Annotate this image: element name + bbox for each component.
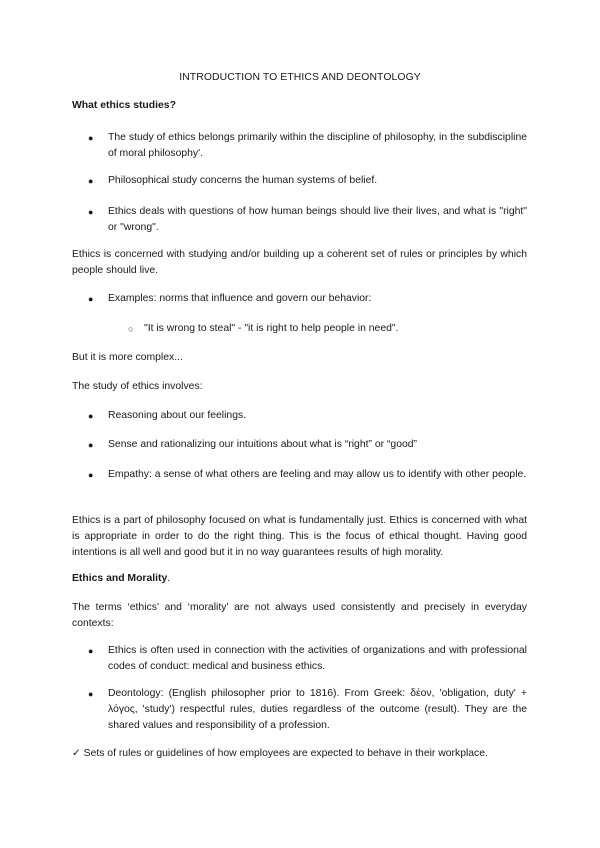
bullet-icon: ● [88,133,94,143]
bullet-icon: ● [88,176,94,186]
paragraph-ethics-part-of-philosophy: Ethics is a part of philosophy focused on what is fundamentally just. Ethics is concerned with what is appropriate in order to do the right thing. This is the focus of ethical thought. Having good intentions is all well and good but it in no way guarantees results of high morality. [72,515,527,558]
checkmark-icon: ✓ [72,748,81,759]
bullet-icon: ● [88,207,94,217]
bullet-icon: ● [88,411,94,421]
list-item-text: Sense and rationalizing our intuitions about what is “right” or “good” [108,439,418,450]
list-item-text: Reasoning about our feelings. [108,410,247,421]
sub-bullet-icon: ○ [128,324,134,334]
section-heading-ethics-and-morality [72,571,527,587]
section-heading-what-ethics-studies: What ethics studies? [72,100,176,111]
bullet-icon: ● [88,689,94,699]
bullet-icon: ● [88,440,94,450]
list-item-text: Ethics deals with questions of how human beings should live their lives, and what is "right" or "wrong". [108,206,527,233]
heading-suffix: . [167,573,171,584]
bullet-icon: ● [88,470,94,480]
sub-list-item-text: "It is wrong to steal" - "it is right to help people in need". [144,323,399,334]
paragraph-terms-ethics-morality: The terms ‘ethics’ and ‘morality’ are not always used consistently and precisely in everyday contexts: [72,602,527,629]
checkmark-item [72,746,532,762]
list-item-text: Empathy: a sense of what others are feeling and may allow us to identify with other people. [108,469,527,480]
heading-text: Ethics and Morality [72,573,168,584]
list-item-text: Philosophical study concerns the human systems of belief. [108,175,378,186]
paragraph-more-complex: But it is more complex... [72,352,183,363]
list-item-text: Deontology: (English philosopher prior to 1816). From Greek: δέον, 'obligation, duty' + λόγος, 'study') respectful rules, duties regardless of the outcome (result). They are the shared values and responsibility of a profession. [108,688,527,731]
paragraph-ethics-concerned: Ethics is concerned with studying and/or building up a coherent set of rules or principles by which people should live. [72,249,527,276]
paragraph-study-involves: The study of ethics involves: [72,381,203,392]
document-title: INTRODUCTION TO ETHICS AND DEONTOLOGY [179,72,421,83]
list-item-text: Examples: norms that influence and govern our behavior: [108,293,372,304]
list-item-text: The study of ethics belongs primarily within the discipline of philosophy, in the subdiscipline of moral philosophy'. [108,132,527,159]
list-item-text: Ethics is often used in connection with the activities of organizations and with professional codes of conduct: medical and business ethics. [108,645,527,672]
checkmark-text: Sets of rules or guidelines of how employees are expected to behave in their workplace. [83,748,488,759]
bullet-icon: ● [88,294,94,304]
bullet-icon: ● [88,646,94,656]
